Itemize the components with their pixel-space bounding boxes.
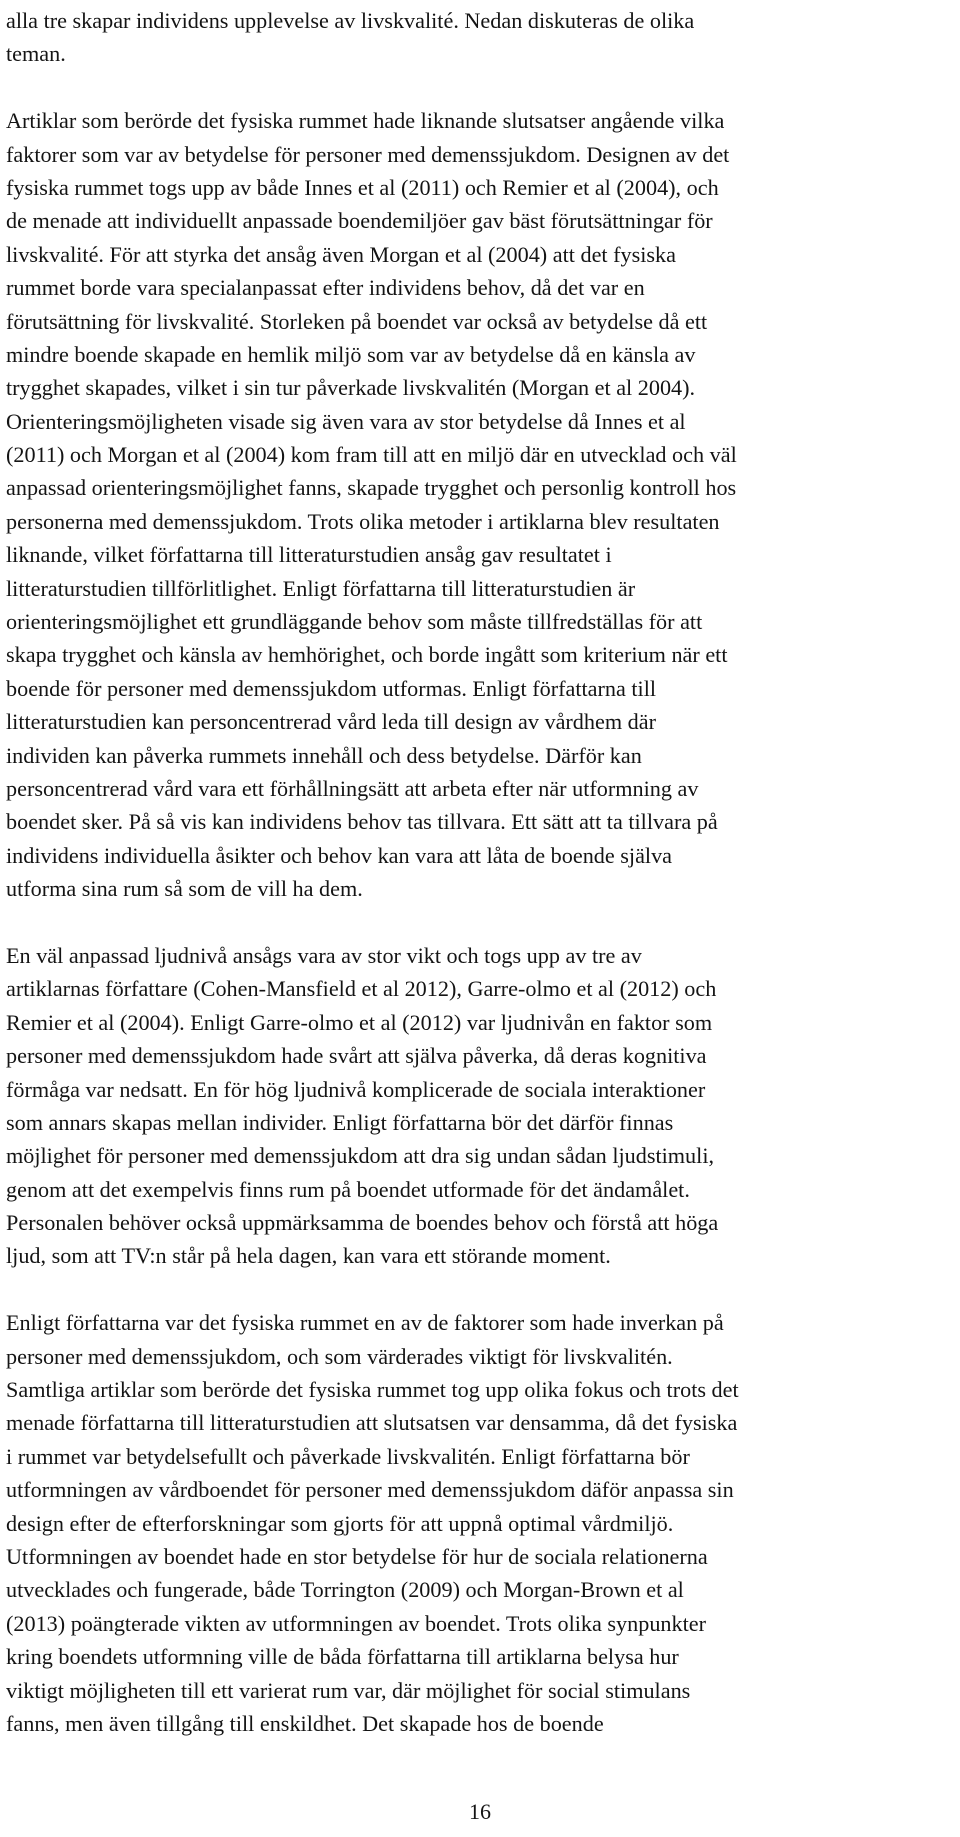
paragraph (6, 1306, 960, 1740)
text-line: fanns, men även tillgång till enskildhet. Det skapade hos de boende (6, 1710, 604, 1736)
text-line: utforma sina rum så som de vill ha dem. (6, 876, 363, 902)
paragraph (6, 104, 960, 905)
text-line: individen kan påverka rummets innehåll och dess betydelse. Därför kan (6, 742, 642, 768)
text-line: utvecklades och fungerade, både Torrington (2009) och Morgan-Brown et al (6, 1577, 684, 1603)
text-line: boendet sker. På så vis kan individens behov tas tillvara. Ett sätt att ta tillvara på (6, 809, 718, 835)
text-line: Personalen behöver också uppmärksamma de boendes behov och förstå att höga (6, 1210, 719, 1236)
text-line: rummet borde vara specialanpassat efter individens behov, då det var en (6, 275, 645, 301)
text-line: individens individuella åsikter och behov kan vara att låta de boende själva (6, 842, 673, 868)
text-line: möjlighet för personer med demenssjukdom att dra sig undan sådan ljudstimuli, (6, 1143, 715, 1169)
text-line: personer med demenssjukdom hade svårt att själva påverka, då deras kognitiva (6, 1043, 707, 1069)
text-line: livskvalité. För att styrka det ansåg även Morgan et al (2004) att det fysiska (6, 241, 676, 267)
text-line: trygghet skapades, vilket i sin tur påverkade livskvalitén (Morgan et al 2004). (6, 375, 696, 401)
paragraph-gap (6, 1273, 960, 1306)
text-line: (2011) och Morgan et al (2004) kom fram till att en miljö där en utvecklad och väl (6, 442, 737, 468)
text-line: Samtliga artiklar som berörde det fysiska rummet tog upp olika fokus och trots det (6, 1377, 739, 1403)
text-line: fysiska rummet togs upp av både Innes et al (2011) och Remier et al (2004), och (6, 174, 719, 200)
text-line: ljud, som att TV:n står på hela dagen, kan vara ett störande moment. (6, 1243, 611, 1269)
text-line: liknande, vilket författarna till litteraturstudien ansåg gav resultatet i (6, 542, 612, 568)
text-line: Enligt författarna var det fysiska rummet en av de faktorer som hade inverkan på (6, 1310, 724, 1336)
text-line: design efter de efterforskningar som gjorts för att uppnå optimal vårdmiljö. (6, 1510, 674, 1536)
text-line: genom att det exempelvis finns rum på boendet utformade för det ändamålet. (6, 1176, 690, 1202)
text-line: kring boendets utformning ville de båda författarna till artiklarna belysa hur (6, 1644, 679, 1670)
text-line: Remier et al (2004). Enligt Garre-olmo et al (2012) var ljudnivån en faktor som (6, 1009, 713, 1035)
text-line: artiklarnas författare (Cohen-Mansfield et al 2012), Garre-olmo et al (2012) och (6, 976, 717, 1002)
text-line: faktorer som var av betydelse för personer med demenssjukdom. Designen av det (6, 141, 730, 167)
text-line: förutsättning för livskvalité. Storleken på boendet var också av betydelse då ett (6, 308, 708, 334)
paragraph (6, 939, 960, 1273)
paragraph-gap (6, 906, 960, 939)
text-line: boende för personer med demenssjukdom utformas. Enligt författarna till (6, 675, 657, 701)
text-line: personerna med demenssjukdom. Trots olika metoder i artiklarna blev resultaten (6, 508, 720, 534)
text-line: utformningen av vårdboendet för personer med demenssjukdom däför anpassa sin (6, 1477, 734, 1503)
text-line: litteraturstudien kan personcentrerad vård leda till design av vårdhem där (6, 709, 656, 735)
text-line: Artiklar som berörde det fysiska rummet hade liknande slutsatser angående vilka (6, 108, 725, 134)
text-line: Utformningen av boendet hade en stor betydelse för hur de sociala relationerna (6, 1543, 708, 1569)
text-line: En väl anpassad ljudnivå ansågs vara av stor vikt och togs upp av tre av (6, 942, 642, 968)
text-line: anpassad orienteringsmöjlighet fanns, skapade trygghet och personlig kontroll hos (6, 475, 737, 501)
text-line: i rummet var betydelsefullt och påverkade livskvalitén. Enligt författarna bör (6, 1443, 690, 1469)
text-line: Orienteringsmöjligheten visade sig även vara av stor betydelse då Innes et al (6, 408, 686, 434)
text-line: mindre boende skapade en hemlik miljö som var av betydelse då en känsla av (6, 341, 696, 367)
text-line: förmåga var nedsatt. En för hög ljudnivå komplicerade de sociala interaktioner (6, 1076, 706, 1102)
page-number: 16 (469, 1799, 491, 1824)
paragraph-gap (6, 71, 960, 104)
text-line: viktigt möjligheten till ett varierat rum var, där möjlighet för social stimulans (6, 1677, 691, 1703)
text-line: (2013) poängterade vikten av utformningen av boendet. Trots olika synpunkter (6, 1610, 706, 1636)
text-line: personer med demenssjukdom, och som värderades viktigt för livskvalitén. (6, 1343, 673, 1369)
text-line: som annars skapas mellan individer. Enligt författarna bör det därför finnas (6, 1109, 674, 1135)
text-line: orienteringsmöjlighet ett grundläggande behov som måste tillfredställas för att (6, 609, 703, 635)
text-line: personcentrerad vård vara ett förhållningsätt att arbeta efter när utformning av (6, 775, 699, 801)
body-text (6, 4, 960, 1740)
text-line: de menade att individuellt anpassade boendemiljöer gav bäst förutsättningar för (6, 208, 713, 234)
text-line: skapa trygghet och känsla av hemhörighet, och borde ingått som kriterium när ett (6, 642, 728, 668)
text-line: alla tre skapar individens upplevelse av livskvalité. Nedan diskuteras de olika (6, 8, 695, 33)
text-line: teman. (6, 41, 66, 67)
text-line: litteraturstudien tillförlitlighet. Enligt författarna till litteraturstudien är (6, 575, 636, 601)
paragraph (6, 4, 960, 71)
text-line: menade författarna till litteraturstudien att slutsatsen var densamma, då det fysiska (6, 1410, 738, 1436)
